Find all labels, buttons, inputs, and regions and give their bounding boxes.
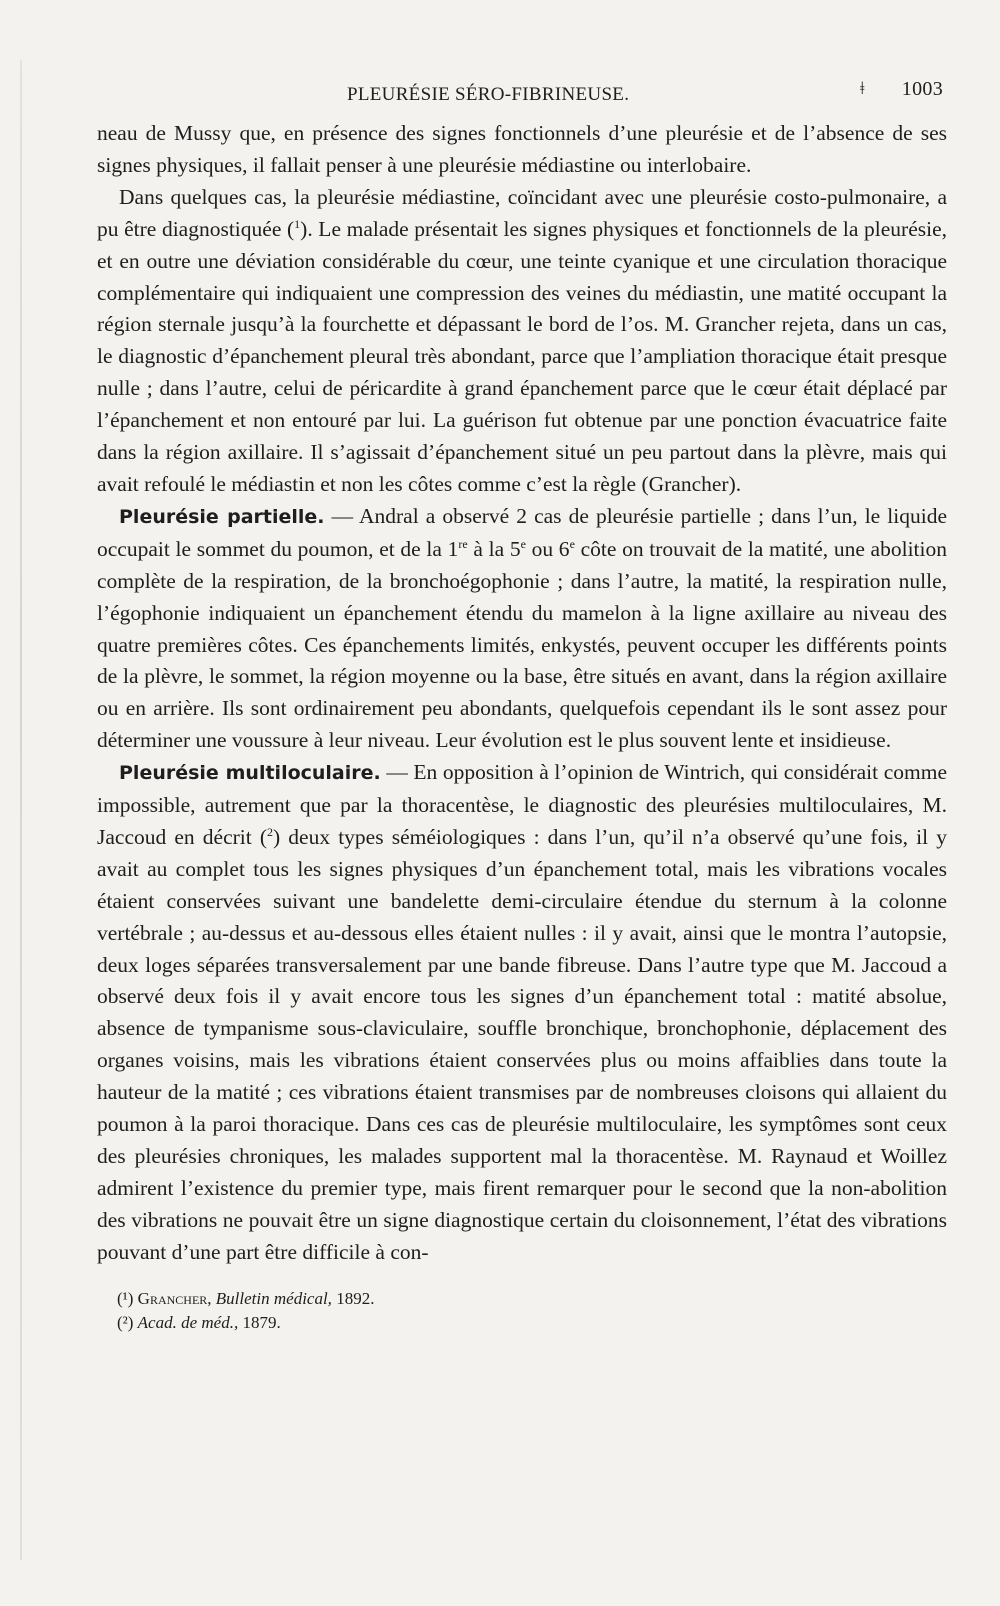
- footnote-ref: 2: [267, 824, 273, 839]
- page-gutter-line: [20, 60, 22, 1560]
- ordinal-superscript: re: [458, 536, 468, 551]
- paragraph-text: ). Le malade présentait les signes physiques et fonctionnels de la pleurésie, et en outre une déviation considérable du cœur, une teinte cyanique et une circulation thoracique complémentaire qui indiquaient une compression des veines du médiastin, une matité occupant la région sternale jusqu’à la fourchette et dépassant le bord de l’os. M. Grancher rejeta, dans un cas, le diagnostic d’épanchement pleural très abondant, parce que l’ampliation thoracique était presque nulle ; dans l’autre, celui de péricardite à grand épanchement parce que le cœur était déplacé par l’épanchement et non entouré par lui. La guérison fut obtenue par une ponction évacuatrice faite dans la région axillaire. Il s’agissait d’épanchement situé un peu partout dans la plèvre, mais qui avait refoulé le médiastin et non les côtes comme c’est la règle (Grancher).: [97, 216, 948, 496]
- printer-mark: ǂ: [860, 78, 865, 98]
- footnote-author: Grancher,: [137, 1288, 212, 1308]
- footnote-year: 1892.: [336, 1288, 375, 1308]
- body-text: [97, 118, 947, 1269]
- paragraph-text: ) deux types séméiologiques : dans l’un, qu’il n’a observé qu’une fois, il y avait au complet tous les signes physiques d’un épanchement total, mais les vibrations vocales étaient conservées suivant une bandelette demi-circulaire étendue du sternum à la colonne vertébrale ; au-dessus et au-dessous elles étaient nulles : il y avait, ainsi que le montra l’autopsie, deux loges séparées transversalement par une bande fibreuse. Dans l’autre type que M. Jaccoud a observé deux fois il y avait encore tous les signes d’un épanchement total : matité absolue, absence de tympanisme sous-claviculaire, souffle bronchique, bronchophonie, déplacement des organes voisins, mais les vibrations étaient conservées plus ou moins affaiblies dans toute la hauteur de la matité ; ces vibrations étaient transmises par de nombreuses cloisons qui allaient du poumon à la paroi thoracique. Dans ces cas de pleurésie multiloculaire, les symptômes sont ceux des pleurésies chroniques, les malades supportent mal la thoracentèse. M. Raynaud et Woillez admirent l’existence du premier type, mais firent remarquer pour le second que la non-abolition des vibrations ne pouvait être un signe diagnostique certain du cloisonnement, l’état des vibrations pouvant d’une part être difficile à con-: [97, 824, 947, 1264]
- running-head: [97, 78, 947, 108]
- section-heading-pleuresie-multiloculaire: Pleurésie multiloculaire.: [119, 762, 381, 785]
- paragraph-text: — Andral a observé 2 cas de pleurésie partielle ; dans l’un, le liquide occupait le sommet du poumon, et de la 1: [97, 503, 947, 561]
- running-title: PLEURÉSIE SÉRO-FIBRINEUSE.: [347, 84, 630, 105]
- footnote-marker: (²): [117, 1312, 134, 1332]
- book-page: [97, 78, 947, 1335]
- ordinal-superscript: e: [520, 536, 526, 551]
- footnote-title: Acad. de méd.,: [137, 1312, 239, 1332]
- section-heading-pleuresie-partielle: Pleurésie partielle.: [119, 505, 325, 528]
- footnotes: [97, 1287, 947, 1335]
- footnote-year: 1879.: [242, 1312, 281, 1332]
- ordinal-superscript: e: [569, 536, 575, 551]
- page-number: 1003: [901, 78, 943, 100]
- paragraph-3: [97, 501, 947, 757]
- paragraph-text: — En opposition à l’opinion de Wintrich, qui considérait comme impossible, autrement que par la thoracentèse, le diagnostic des pleurésies multiloculaires, M. Jaccoud en décrit (: [97, 760, 947, 849]
- paragraph-1: [97, 118, 947, 182]
- paragraph-text: ou 6: [525, 536, 570, 561]
- footnote-2: [117, 1311, 947, 1335]
- paragraph-4: [97, 757, 947, 1269]
- paragraph-text: à la 5: [467, 536, 521, 561]
- paragraph-text: côte on trouvait de la matité, une abolition complète de la respiration, de la bronchoégophonie ; dans l’autre, la matité, la respiration nulle, l’égophonie indiquaient un épanchement étendu du mamelon à la ligne axillaire au niveau des quatre premières côtes. Ces épanchements limités, enkystés, peuvent occuper les différents points de la plèvre, le sommet, la région moyenne ou la base, être situés en avant, dans la région axillaire ou en arrière. Ils sont ordinairement peu abondants, quelquefois cependant ils le sont assez pour déterminer une voussure à leur niveau. Leur évolution est le plus souvent lente et insidieuse.: [97, 536, 947, 753]
- paragraph-text: neau de Mussy que, en présence des signes fonctionnels d’une pleurésie et de l’absence de ses signes physiques, il fallait penser à une pleurésie médiastine ou interlobaire.: [97, 121, 947, 177]
- footnote-title: Bulletin médical,: [215, 1288, 332, 1308]
- paragraph-text: Dans quelques cas, la pleurésie médiastine, coïncidant avec une pleurésie costo-pulmonaire, a pu être diagnostiquée (: [97, 184, 947, 241]
- footnote-ref: 1: [294, 216, 301, 231]
- footnote-marker: (¹): [117, 1288, 134, 1308]
- footnote-1: [117, 1287, 947, 1311]
- paragraph-2: [97, 182, 947, 501]
